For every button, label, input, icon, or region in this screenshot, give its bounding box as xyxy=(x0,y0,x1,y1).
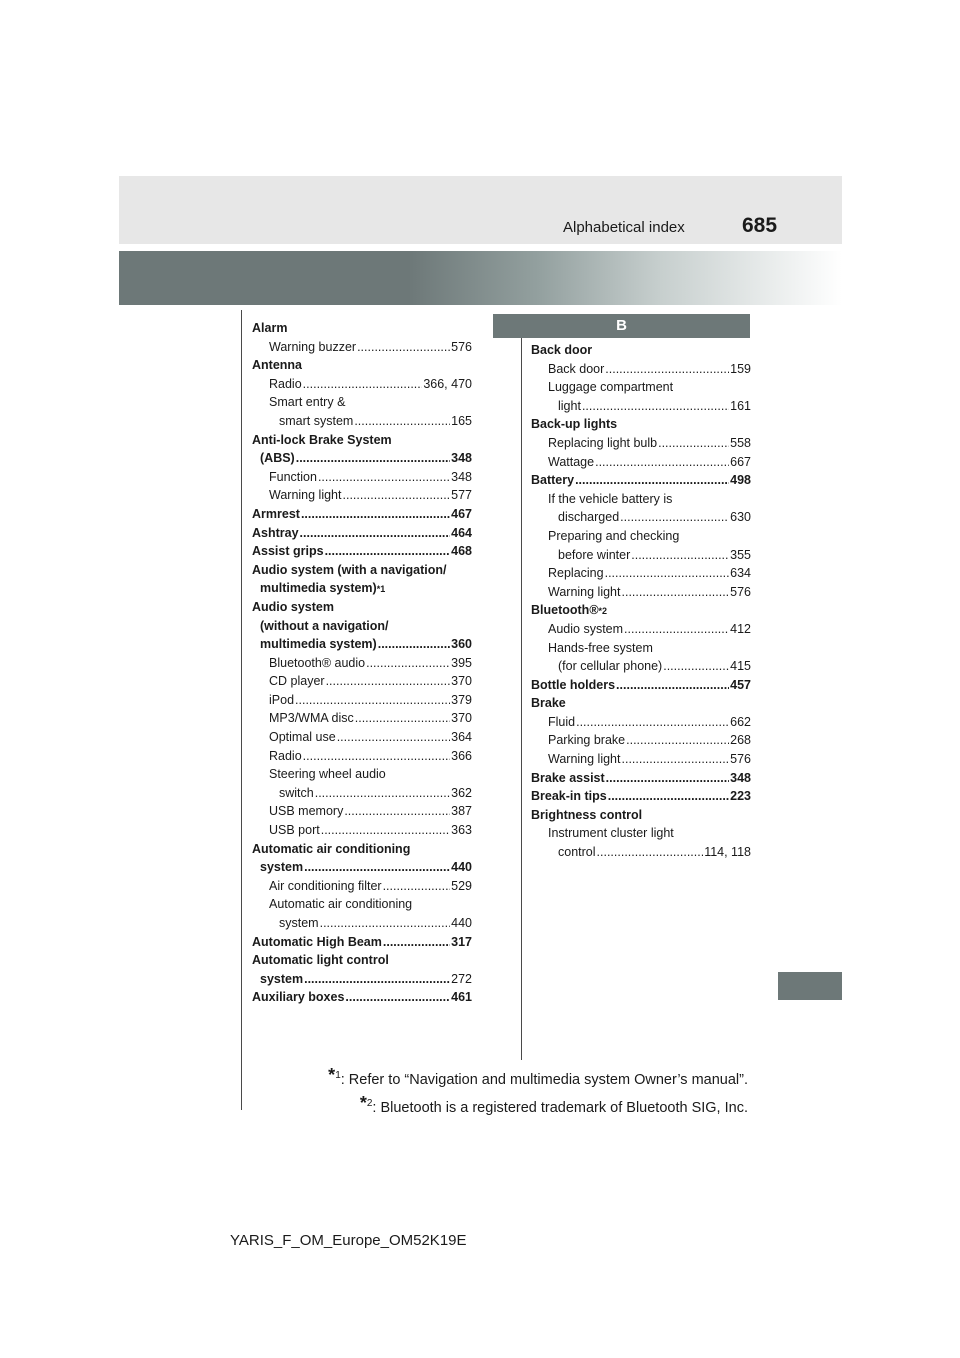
leader-dots xyxy=(296,449,450,468)
index-entry xyxy=(531,546,751,565)
index-entry-page: 364 xyxy=(451,730,472,745)
index-entry xyxy=(531,713,751,732)
index-entry-text: Auxiliary boxes xyxy=(252,990,345,1005)
leader-dots xyxy=(378,635,450,654)
index-entry xyxy=(531,583,751,602)
index-entry-page: 366 xyxy=(451,748,472,763)
index-entry-page: 165 xyxy=(451,413,472,428)
section-title: Alphabetical index xyxy=(563,219,685,236)
footnote-1 xyxy=(328,1065,748,1088)
index-entry-text: iPod xyxy=(269,692,295,707)
leader-dots xyxy=(355,709,450,728)
index-entry-text: Instrument cluster light xyxy=(548,826,674,841)
index-entry-text: Battery xyxy=(531,473,575,488)
index-column-b xyxy=(531,341,751,862)
leader-dots xyxy=(366,654,450,673)
index-entry xyxy=(252,338,472,357)
index-entry-text: Back door xyxy=(531,343,593,357)
index-entry-text: Automatic High Beam xyxy=(252,934,382,949)
leader-dots xyxy=(326,672,451,691)
leader-dots xyxy=(595,453,729,472)
index-entry-page: 457 xyxy=(730,677,751,692)
footnote-mark: * xyxy=(328,1065,336,1085)
index-entry-text: MP3/WMA disc xyxy=(269,711,354,726)
index-entry-text: CD player xyxy=(269,674,325,689)
leader-dots xyxy=(383,877,451,896)
index-entry-text: Anti-lock Brake System xyxy=(252,432,392,447)
index-entry xyxy=(252,468,472,487)
leader-dots xyxy=(343,486,451,505)
index-entry-text: Smart entry & xyxy=(269,395,346,410)
index-entry-text: switch xyxy=(279,785,314,800)
leader-dots xyxy=(304,970,450,989)
index-entry xyxy=(531,471,751,490)
index-entry xyxy=(252,784,472,803)
index-entry xyxy=(252,579,472,598)
leader-dots xyxy=(616,676,729,695)
leader-dots xyxy=(303,375,423,394)
index-entry-text: Automatic air conditioning xyxy=(252,841,411,856)
leader-dots xyxy=(301,505,450,524)
index-entry-page: 630 xyxy=(730,510,751,525)
footnote-reference: *1 xyxy=(376,584,386,595)
leader-dots xyxy=(658,434,729,453)
index-entry-text: Preparing and checking xyxy=(548,528,680,543)
index-entry-text: Audio system (with a navigation/ xyxy=(252,562,447,577)
index-entry xyxy=(252,319,472,338)
leader-dots xyxy=(576,713,729,732)
index-entry-page: 348 xyxy=(451,469,472,484)
index-entry xyxy=(252,709,472,728)
index-entry-page: 114, 118 xyxy=(704,845,751,860)
leader-dots xyxy=(315,784,450,803)
leader-dots xyxy=(337,728,450,747)
index-entry xyxy=(252,914,472,933)
index-entry-page: 558 xyxy=(730,435,751,450)
leader-dots xyxy=(321,821,450,840)
index-entry-text: If the vehicle battery is xyxy=(548,491,673,506)
index-entry-text: USB port xyxy=(269,823,320,838)
index-entry-page: 348 xyxy=(451,451,472,466)
leader-dots xyxy=(344,802,450,821)
index-entry-text: (for cellular phone) xyxy=(558,659,663,674)
index-entry-text: Automatic air conditioning xyxy=(269,897,413,912)
index-entry xyxy=(252,524,472,543)
index-entry-page: 379 xyxy=(451,692,472,707)
index-entry-text: Radio xyxy=(269,376,302,391)
index-entry xyxy=(252,821,472,840)
index-entry-text: Air conditioning filter xyxy=(269,878,382,893)
index-entry xyxy=(531,806,751,825)
leader-dots xyxy=(325,542,451,561)
leader-dots xyxy=(605,360,729,379)
leader-dots xyxy=(575,471,729,490)
index-entry-text: Steering wheel audio xyxy=(269,767,386,782)
index-entry-text: (without a navigation/ xyxy=(260,618,389,633)
index-entry-text: Warning light xyxy=(548,752,621,767)
index-entry-page: 412 xyxy=(730,621,751,636)
index-entry xyxy=(252,431,472,450)
leader-dots xyxy=(295,691,450,710)
leader-dots xyxy=(663,657,729,676)
leader-dots xyxy=(622,750,730,769)
leader-dots xyxy=(605,564,730,583)
index-entry xyxy=(252,393,472,412)
footnote-mark: * xyxy=(359,1093,367,1113)
index-entry-page: 464 xyxy=(451,525,472,540)
index-entry xyxy=(531,750,751,769)
leader-dots xyxy=(608,787,729,806)
leader-dots xyxy=(303,747,450,766)
index-entry-page: 529 xyxy=(451,878,472,893)
index-entry-text: smart system xyxy=(279,413,354,428)
index-entry-text: light xyxy=(558,398,581,413)
index-entry xyxy=(252,988,472,1007)
index-entry-page: 161 xyxy=(730,398,751,413)
index-entry-text: Replacing xyxy=(548,566,604,581)
index-entry xyxy=(252,970,472,989)
leader-dots xyxy=(631,546,729,565)
index-entry-page: 370 xyxy=(451,674,472,689)
index-entry-page: 461 xyxy=(451,990,472,1005)
index-entry-page: 317 xyxy=(451,934,472,949)
index-entry xyxy=(531,731,751,750)
index-entry-page: 363 xyxy=(451,823,472,838)
index-entry-text: Bluetooth® xyxy=(531,603,599,618)
leader-dots xyxy=(620,508,729,527)
index-entry-text: Warning buzzer xyxy=(269,339,357,354)
index-entry xyxy=(252,486,472,505)
index-entry xyxy=(531,620,751,639)
index-entry xyxy=(531,490,751,509)
leader-dots xyxy=(318,468,450,487)
index-entry-page: 348 xyxy=(730,770,751,785)
index-entry xyxy=(531,564,751,583)
index-entry-text: Brake xyxy=(531,696,566,711)
index-entry-page: 395 xyxy=(451,655,472,670)
index-entry xyxy=(252,654,472,673)
index-entry xyxy=(252,765,472,784)
leader-dots xyxy=(354,412,450,431)
index-entry xyxy=(531,527,751,546)
index-entry-text: Back door xyxy=(548,361,605,376)
index-entry xyxy=(252,895,472,914)
index-entry xyxy=(531,694,751,713)
index-entry xyxy=(252,561,472,580)
index-entry xyxy=(252,449,472,468)
index-entry xyxy=(252,728,472,747)
index-entry-page: 355 xyxy=(730,547,751,562)
index-entry-text: Replacing light bulb xyxy=(548,435,658,450)
index-entry-text: Break-in tips xyxy=(531,789,607,804)
index-column-a xyxy=(252,319,472,1007)
section-side-tab xyxy=(778,972,842,1000)
index-entry-text: Back-up lights xyxy=(531,417,618,432)
index-entry-text: Fluid xyxy=(548,714,576,729)
index-entry xyxy=(252,598,472,617)
leader-dots xyxy=(345,988,450,1007)
index-entry xyxy=(531,843,751,862)
index-entry-text: (ABS) xyxy=(260,451,295,466)
index-entry-text: Bluetooth® audio xyxy=(269,655,366,670)
index-entry-text: Audio system xyxy=(252,599,334,614)
index-entry-text: Audio system xyxy=(548,621,624,636)
index-entry-text: Parking brake xyxy=(548,733,626,748)
index-entry-text: discharged xyxy=(558,510,620,525)
index-entry-page: 440 xyxy=(451,860,472,875)
index-entry xyxy=(252,858,472,877)
index-entry-text: Function xyxy=(269,469,317,484)
index-entry-page: 468 xyxy=(451,544,472,559)
index-entry xyxy=(252,840,472,859)
index-entry xyxy=(531,360,751,379)
index-entry xyxy=(252,802,472,821)
leader-dots xyxy=(582,397,729,416)
index-entry-text: Warning light xyxy=(269,488,342,503)
index-entry-text: Alarm xyxy=(252,321,288,335)
index-entry-text: Bottle holders xyxy=(531,677,616,692)
index-entry-text: Luggage compartment xyxy=(548,380,674,395)
index-entry-page: 667 xyxy=(730,454,751,469)
index-entry-page: 387 xyxy=(451,804,472,819)
index-entry xyxy=(252,375,472,394)
leader-dots xyxy=(624,620,729,639)
index-entry xyxy=(252,951,472,970)
index-entry-text: Warning light xyxy=(548,584,621,599)
index-entry xyxy=(531,434,751,453)
index-entry xyxy=(531,787,751,806)
index-entry-page: 662 xyxy=(730,714,751,729)
footnote-2 xyxy=(360,1093,748,1116)
index-entry-text: USB memory xyxy=(269,804,344,819)
index-entry-text: Antenna xyxy=(252,358,302,373)
index-entry-page: 415 xyxy=(730,659,751,674)
index-entry xyxy=(252,617,472,636)
index-entry-text: Wattage xyxy=(548,454,595,469)
leader-dots xyxy=(357,338,450,357)
index-entry xyxy=(531,657,751,676)
footnote-text: : Refer to “Navigation and multimedia system Owner’s manual”. xyxy=(340,1072,748,1088)
index-entry-text: multimedia system) xyxy=(260,581,377,596)
index-entry-text: system xyxy=(260,860,304,875)
index-entry-page: 576 xyxy=(451,339,472,354)
header-band xyxy=(119,176,842,244)
index-entry-text: Armrest xyxy=(252,506,300,521)
index-entry-page: 498 xyxy=(730,473,751,488)
index-entry-page: 576 xyxy=(730,752,751,767)
index-entry-page: 362 xyxy=(451,785,472,800)
footnote-number: 2 xyxy=(366,1098,373,1109)
decorative-gradient-bar xyxy=(119,251,842,305)
footnote-reference: *2 xyxy=(598,606,608,617)
index-entry-page: 467 xyxy=(451,506,472,521)
index-entry-page: 223 xyxy=(730,789,751,804)
index-entry-text: Automatic light control xyxy=(252,953,389,968)
index-entry-page: 370 xyxy=(451,711,472,726)
index-entry-page: 366, 470 xyxy=(423,376,472,391)
leader-dots xyxy=(622,583,730,602)
index-entry xyxy=(252,747,472,766)
document-id: YARIS_F_OM_Europe_OM52K19E xyxy=(230,1232,467,1249)
index-entry xyxy=(252,691,472,710)
index-entry-page: 440 xyxy=(451,916,472,930)
leader-dots xyxy=(300,524,451,543)
index-entry xyxy=(252,635,472,654)
index-entry xyxy=(531,676,751,695)
index-entry xyxy=(252,672,472,691)
index-entry xyxy=(531,601,751,620)
index-entry-page: 360 xyxy=(451,637,472,652)
index-entry-text: Brightness control xyxy=(531,807,643,822)
footnote-text: : Bluetooth is a registered trademark of Bluetooth SIG, Inc. xyxy=(372,1100,748,1116)
page-number: 685 xyxy=(742,214,778,237)
index-entry xyxy=(252,412,472,431)
index-entry-page: 272 xyxy=(451,971,472,986)
index-entry xyxy=(531,378,751,397)
index-entry-page: 634 xyxy=(730,566,751,581)
index-entry-text: system xyxy=(279,916,319,930)
index-entry-text: before winter xyxy=(558,547,631,562)
index-entry-page: 268 xyxy=(730,733,751,748)
index-entry xyxy=(531,453,751,472)
index-entry xyxy=(531,341,751,360)
index-entry xyxy=(252,356,472,375)
leader-dots xyxy=(383,933,450,952)
column-divider-middle xyxy=(521,314,522,1060)
index-entry-text: Optimal use xyxy=(269,730,336,745)
index-entry-text: Assist grips xyxy=(252,544,324,559)
leader-dots xyxy=(606,769,729,788)
footnote-number: 1 xyxy=(335,1070,341,1081)
index-entry-text: control xyxy=(558,845,596,860)
leader-dots xyxy=(320,914,451,933)
leader-dots xyxy=(597,843,704,862)
leader-dots xyxy=(304,858,450,877)
index-entry-text: multimedia system) xyxy=(260,637,377,652)
index-entry-page: 576 xyxy=(730,584,751,599)
index-entry xyxy=(531,397,751,416)
index-entry xyxy=(531,824,751,843)
index-entry-page: 577 xyxy=(451,488,472,503)
index-entry xyxy=(252,933,472,952)
index-entry xyxy=(252,877,472,896)
index-entry-text: Ashtray xyxy=(252,525,299,540)
index-entry-text: Brake assist xyxy=(531,770,605,785)
index-entry xyxy=(531,508,751,527)
index-entry-text: Radio xyxy=(269,748,302,763)
index-entry xyxy=(531,415,751,434)
index-entry xyxy=(531,769,751,788)
index-entry-page: 159 xyxy=(730,361,751,376)
index-entry-text: system xyxy=(260,971,304,986)
column-divider-left xyxy=(241,310,242,1110)
index-entry xyxy=(531,639,751,658)
leader-dots xyxy=(626,731,729,750)
letter-heading: B xyxy=(493,314,750,338)
index-entry-text: Hands-free system xyxy=(548,640,653,655)
index-entry xyxy=(252,505,472,524)
index-entry xyxy=(252,542,472,561)
